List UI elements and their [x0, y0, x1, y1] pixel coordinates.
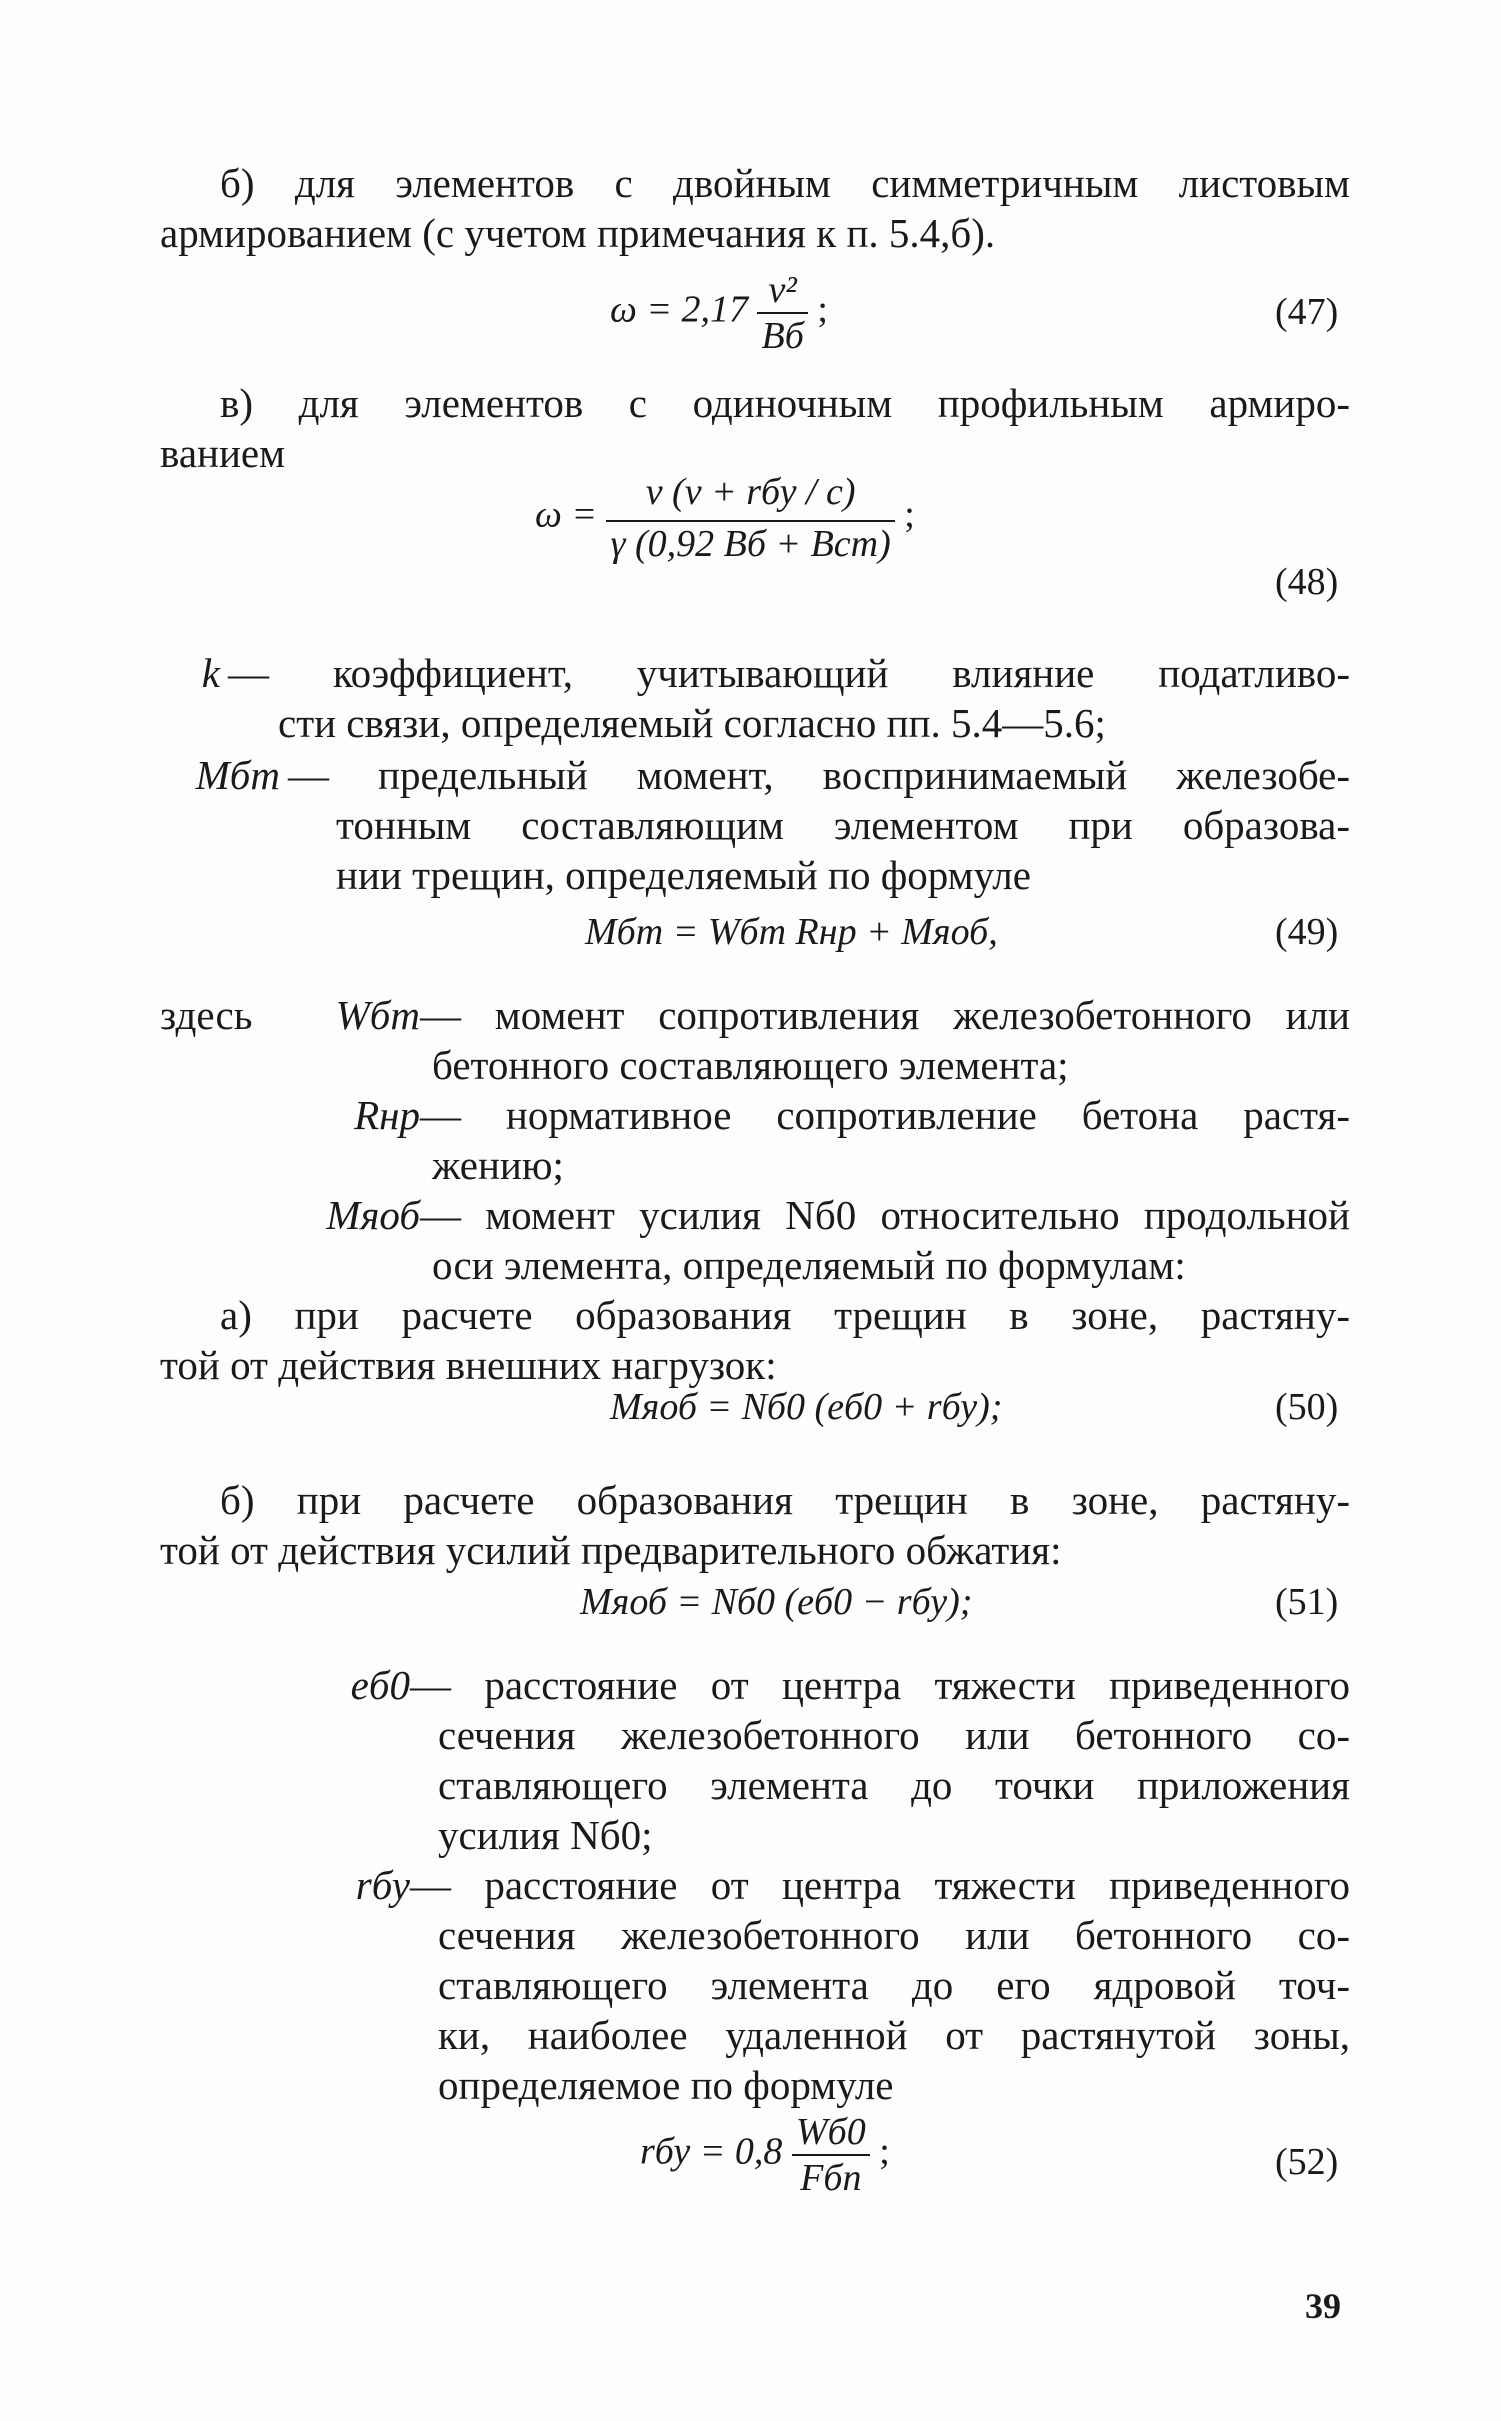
eq-tail: ; [879, 2130, 890, 2173]
numerator: v² [768, 269, 797, 311]
text-line: — коэффициент, учитывающий влияние податливо- [228, 650, 1350, 696]
numerator: v (v + rбу / c) [645, 471, 856, 513]
definition-text [420, 1190, 1350, 1290]
text-line: тонным составляющим элементом при образова- [336, 802, 1350, 848]
definition-text [410, 1860, 1350, 2110]
denominator: Fбп [792, 2154, 870, 2200]
text-line: определяемое по формуле [438, 2062, 894, 2108]
definition-text [410, 1660, 1350, 1860]
eq-tail: ; [817, 288, 828, 331]
page-number: 39 [1305, 2286, 1341, 2326]
fraction [757, 268, 807, 358]
paragraph-a [160, 1290, 1350, 1390]
eq-lhs: ω = [535, 493, 597, 536]
definition-text [228, 648, 1350, 748]
text-line: — момент сопротивления железобетонного или [420, 992, 1350, 1038]
equation-number-49: (49) [1275, 911, 1339, 953]
equation-50: Mяоб = Nб0 (eб0 + rбу); [610, 1386, 1003, 1428]
text-line: усилия Nб0; [438, 1812, 653, 1858]
prefix-word: здесь [160, 992, 253, 1038]
text-line: сечения железобетонного или бетонного со- [438, 1912, 1350, 1958]
symbol: Wбт [335, 992, 420, 1038]
text-line: жению; [432, 1142, 564, 1188]
text-line: в) для элементов с одиночным профильным армиро- [220, 380, 1350, 426]
symbol: Mбт [195, 752, 280, 798]
text-line: ставляющего элемента до его ядровой точ- [438, 1962, 1350, 2008]
text-line: ставляющего элемента до точки приложения [438, 1762, 1350, 1808]
equation-48 [535, 470, 915, 566]
text-line: — момент усилия Nб0 относительно продольной [420, 1192, 1350, 1238]
denominator: Bб [757, 312, 807, 358]
text-line: оси элемента, определяемый по формулам: [432, 1242, 1186, 1288]
eq-lhs: rбу = 0,8 [640, 2130, 783, 2173]
text-line: — расстояние от центра тяжести приведенного [410, 1662, 1350, 1708]
text-line: нии трещин, определяемый по формуле [336, 852, 1031, 898]
definition-text [420, 1090, 1350, 1190]
text-line: а) при расчете образования трещин в зоне, растяну- [220, 1292, 1350, 1338]
text-line: той от действия усилий предварительного обжатия: [160, 1527, 1062, 1573]
numerator: Wб0 [795, 2111, 866, 2153]
text-line: б) для элементов с двойным симметричным листовым [220, 160, 1350, 206]
symbol: eб0 [350, 1662, 410, 1708]
text-line: армированием (с учетом примечания к п. 5.4,б). [160, 210, 996, 256]
symbol: Rнр [354, 1092, 420, 1138]
equation-number-47: (47) [1275, 291, 1339, 333]
text-line: сти связи, определяемый согласно пп. 5.4—5.6; [278, 700, 1106, 746]
equation-51: Mяоб = Nб0 (eб0 − rбу); [580, 1581, 973, 1623]
text-line: сечения железобетонного или бетонного со- [438, 1712, 1350, 1758]
equation-number-48: (48) [1275, 561, 1339, 603]
text-line: — расстояние от центра тяжести приведенного [410, 1862, 1350, 1908]
text-line: ванием [160, 430, 286, 476]
equation-49: Mбт = Wбт Rнр + Mяоб, [585, 911, 998, 953]
eq-tail: ; [904, 493, 915, 536]
text-line: бетонного составляющего элемента; [432, 1042, 1069, 1088]
denominator: γ (0,92 Bб + Bст) [606, 520, 894, 566]
text-line: той от действия внешних нагрузок: [160, 1342, 777, 1388]
paragraph-single-reinforcement [160, 378, 1350, 478]
symbol: k [201, 650, 220, 696]
text-line: — нормативное сопротивление бетона растя- [420, 1092, 1350, 1138]
paragraph-b2 [160, 1475, 1350, 1575]
equation-number-50: (50) [1275, 1386, 1339, 1428]
text-line: ки, наиболее удаленной от растянутой зоны, [438, 2012, 1350, 2058]
equation-number-52: (52) [1275, 2141, 1339, 2183]
eq-lhs: ω = 2,17 [610, 288, 748, 331]
symbol: rбу [355, 1862, 410, 1908]
symbol: Mяоб [326, 1192, 420, 1238]
text-line: б) при расчете образования трещин в зоне, растяну- [220, 1477, 1350, 1523]
paragraph-double-reinforcement [160, 158, 1350, 258]
definition-text [420, 990, 1350, 1090]
fraction [792, 2110, 870, 2200]
text-line: — предельный момент, воспринимаемый железобе- [288, 752, 1350, 798]
equation-52 [640, 2110, 890, 2200]
equation-number-51: (51) [1275, 1581, 1339, 1623]
fraction [606, 470, 894, 566]
equation-47 [610, 268, 828, 358]
definition-text [288, 750, 1350, 900]
